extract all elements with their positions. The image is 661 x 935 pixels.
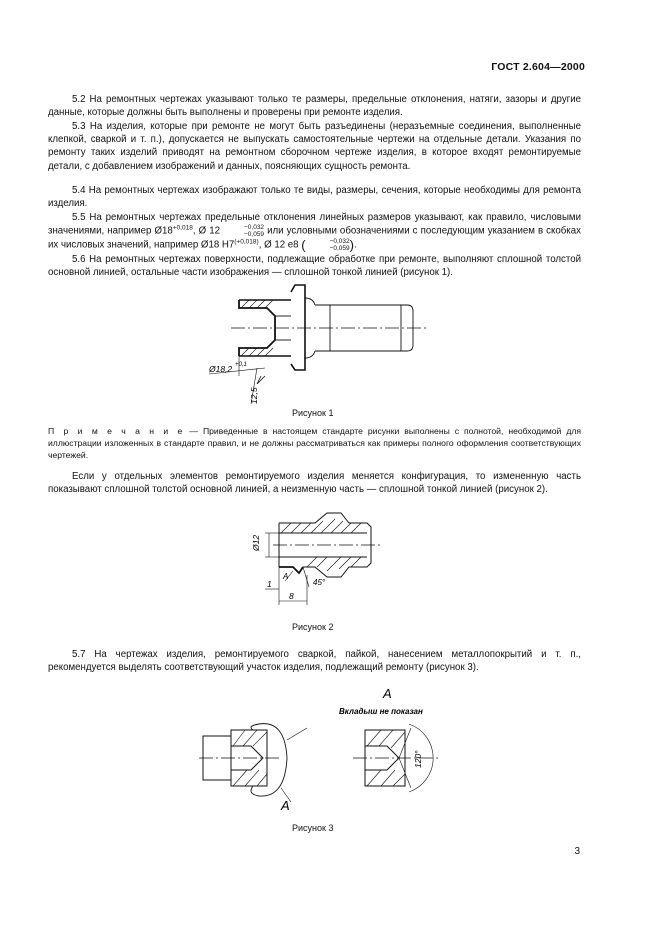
paragraph-5-3 (48, 120, 581, 173)
paragraph-5-3-text: 5.3 На изделия, которые при ремонте не могут быть разъединены (неразъемные соединения, выполненные клепкой, сваркой и т. п.), допускается не выпускать самостоятельные чертежи на отдельные детали. Указания по ремонту таких изделий приводят на ремонтном сборочном чертеже изделия, в которое входят ремонтируемые детали, с добавлением изображений и данных, поясняющих сущность ремонта. (48, 121, 581, 172)
note-text: П р и м е ч а н и е — Приведенные в настоящем стандарте рисунки выполнены с полнотой, необходимой для иллюстрации изложенных в стандарте правил, и не должны рассматриваться как примеры полного оформления соответствующих чертежей. (48, 426, 581, 460)
paragraph-5-6-text: 5.6 На ремонтных чертежах поверхности, подлежащие обработке при ремонте, выполняют сплошной толстой основной линией, остальные части изображения — сплошной тонкой линией (рисунок 1). (48, 254, 581, 279)
figure-2-drawing (245, 505, 385, 613)
tolerance-fraction-1: −0,032 −0,059 (243, 224, 265, 239)
paragraph-5-2 (48, 93, 581, 119)
paragraph-config (48, 470, 581, 496)
fig2-view-letter: А (283, 572, 289, 581)
paragraph-5-5-text: 5.5 На ремонтных чертежах предельные отклонения линейных размеров указывают, как правило, числовыми значениями, например $Ø18^{+0,018}$, Ø 12 −0,032 −0,059 или условными обозначениями с последующим указанием в скобках их числовых значений, например Ø18 $H7^{(+0,018)}$, Ø 12 e8 ( −0,032 −0,059 ). (48, 212, 581, 253)
fig1-roughness-label: 12,5 (249, 387, 259, 404)
paragraph-5-4 (48, 184, 581, 210)
paragraph-5-6 (48, 253, 581, 279)
figure-3-drawing (195, 684, 445, 816)
paragraph-5-2-text: 5.2 На ремонтных чертежах указывают только те размеры, предельные отклонения, натяги, зазоры и другие данные, которые должны быть выполнены и проверены при ремонте изделия. (48, 94, 581, 119)
fig3-leader-letter: А (281, 798, 290, 813)
fig3-angle-label: 120° (413, 750, 423, 768)
fig1-diameter-label: Ø18,2 (209, 364, 233, 374)
fig1-tolerance-label: +0,1 (235, 362, 247, 368)
fig2-step-label: 1 (267, 579, 272, 589)
fig2-length-label: 8 (289, 591, 294, 601)
standard-title: ГОСТ 2.604—2000 (491, 61, 585, 73)
fig2-angle-label: 45° (313, 578, 326, 587)
note-block (48, 425, 581, 461)
figure-1-caption: Рисунок 1 (292, 408, 334, 418)
paragraph-config-text: Если у отдельных элементов ремонтируемого изделия меняется конфигурация, то измененную часть показывают сплошной толстой основной линией, а неизменную часть — сплошной тонкой линией (рисунок 2). (48, 471, 581, 496)
page-number: 3 (574, 846, 580, 857)
figure-2-caption: Рисунок 2 (292, 622, 334, 632)
figure-1-drawing (195, 280, 435, 410)
paragraph-5-7-text: 5.7 На чертежах изделия, ремонтируемого сваркой, пайкой, нанесением металлопокрытий и т. п., рекомендуется выделять соответствующий участок изделия, подлежащий ремонту (рисунок 3). (48, 649, 581, 674)
fig2-diameter-label: Ø12 (251, 534, 261, 551)
fig3-view-note: Вкладыш не показан (339, 707, 423, 716)
paragraph-5-4-text: 5.4 На ремонтных чертежах изображают только те виды, размеры, сечения, которые необходимы для ремонта изделия. (48, 185, 581, 210)
figure-3-caption: Рисунок 3 (292, 823, 334, 833)
fig3-view-title: А (383, 686, 392, 701)
tolerance-fraction-2: −0,032 −0,059 (329, 238, 350, 253)
paragraph-5-7 (48, 648, 581, 674)
paragraph-5-5 (48, 211, 581, 252)
